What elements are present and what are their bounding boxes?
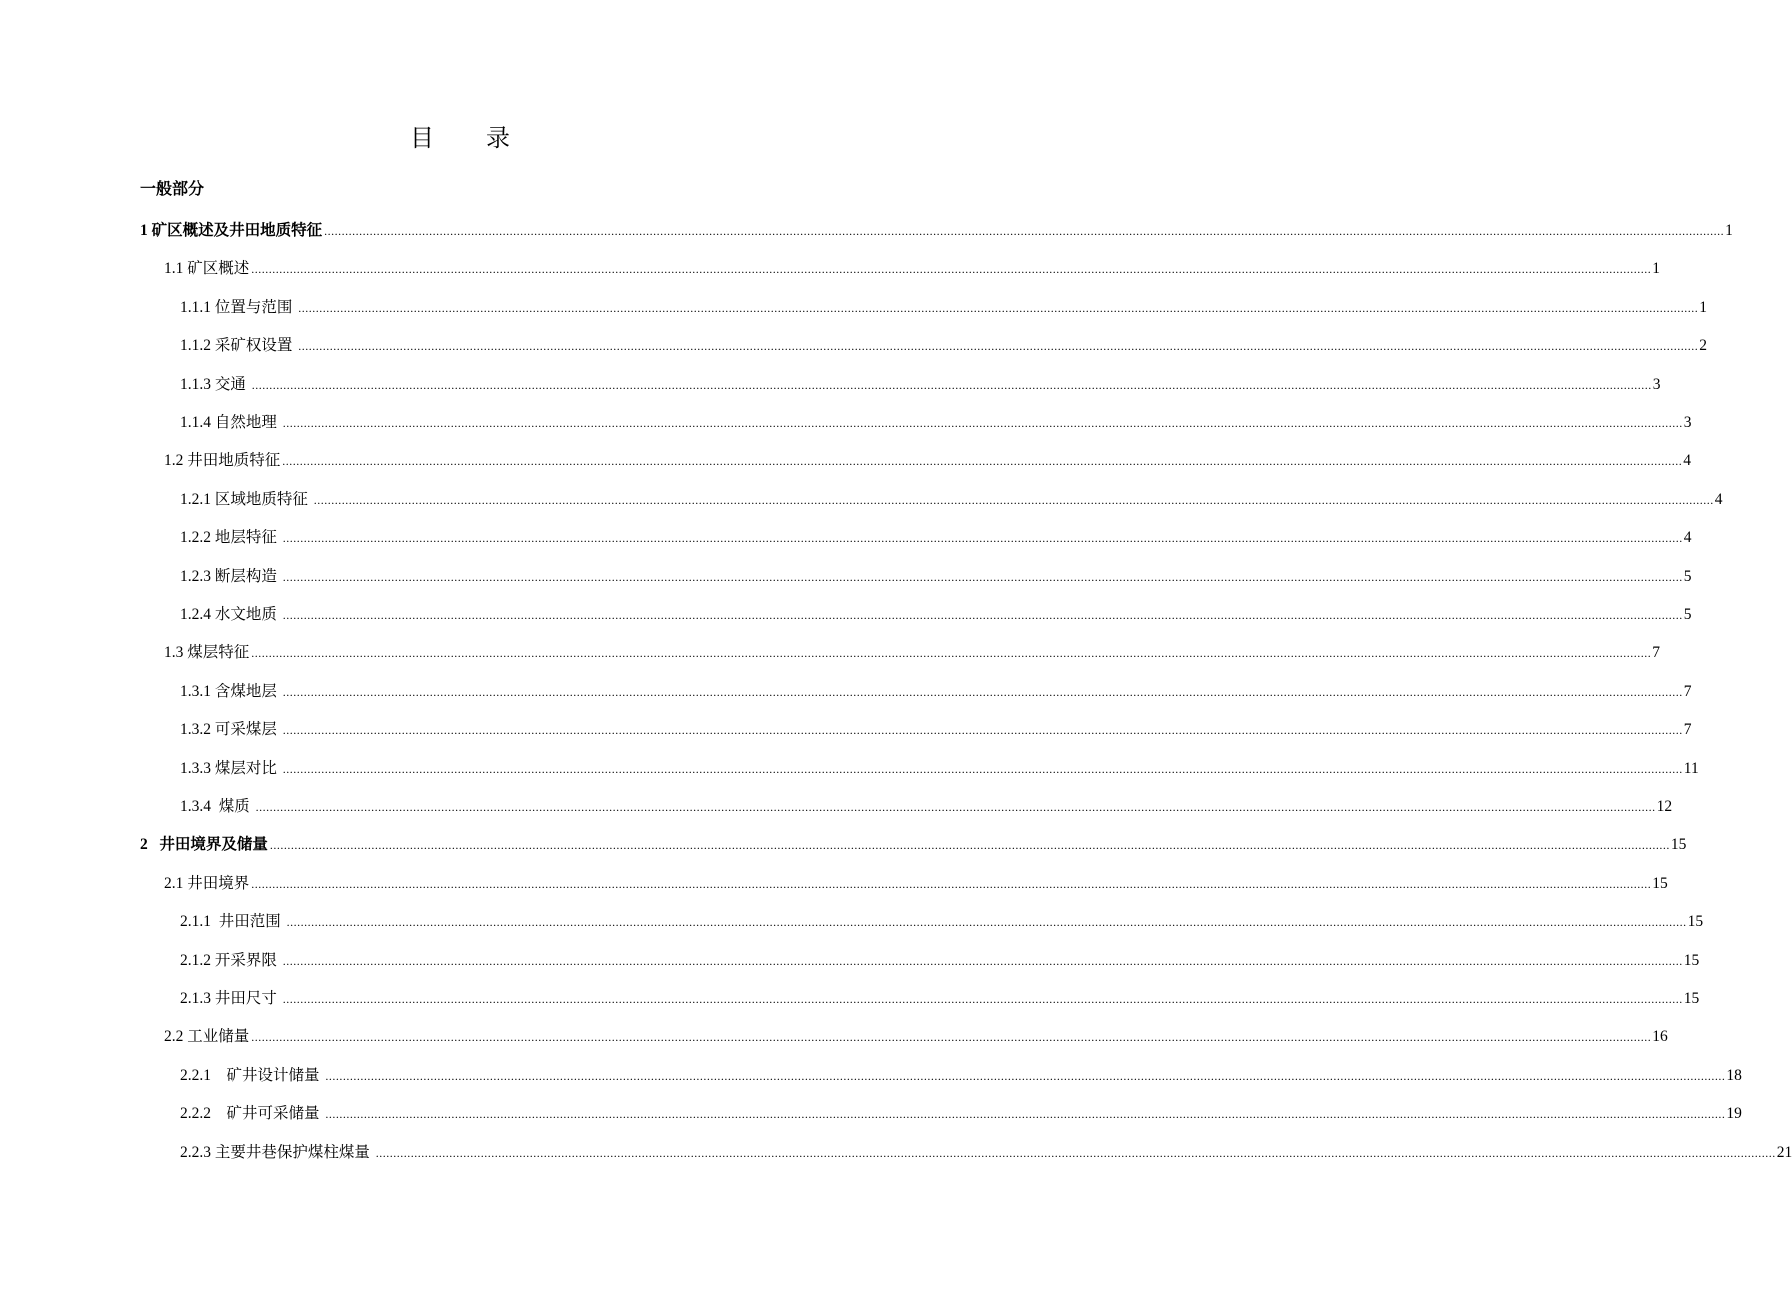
toc-entry[interactable] (180, 549, 1692, 587)
toc-entry[interactable] (180, 280, 1708, 318)
toc-dot-leader: ................................................................................................................................................................................................................................................................................................................................................................................................................ (282, 569, 1683, 584)
toc-entry-label: 1.3.1 含煤地层 (180, 682, 281, 700)
toc-dot-leader: ................................................................................................................................................................................................................................................................................................................................................................................................................ (282, 953, 1683, 968)
toc-dot-leader: ................................................................................................................................................................................................................................................................................................................................................................................................................ (255, 800, 1656, 814)
toc-entry[interactable] (180, 472, 1723, 510)
toc-entry[interactable] (180, 587, 1692, 625)
toc-entry-label: 1.1.2 采矿权设置 (180, 337, 297, 355)
toc-dot-leader: ................................................................................................................................................................................................................................................................................................................................................................................................................ (286, 915, 1687, 930)
toc-entry-page-number: 15 (1670, 836, 1687, 854)
toc-dot-leader: ................................................................................................................................................................................................................................................................................................................................................................................................................ (282, 992, 1683, 1006)
toc-entry[interactable] (180, 664, 1692, 702)
toc-entry-page-number: 4 (1683, 452, 1692, 470)
toc-entry-label: 2.1.3 井田尺寸 (180, 990, 281, 1007)
toc-entry[interactable] (180, 933, 1700, 971)
toc-entry[interactable] (180, 971, 1700, 1009)
toc-entry-label: 2.2.2 矿井可采储量 (180, 1105, 324, 1123)
toc-entry-label: 2 井田境界及储量 (140, 836, 268, 854)
toc-entry-page-number: 7 (1652, 644, 1661, 662)
toc-entry-label: 1.3.4 煤质 (180, 798, 254, 815)
toc-entry-page-number: 19 (1726, 1105, 1742, 1123)
toc-entry[interactable] (140, 817, 1687, 855)
toc-entry-label: 1.3.2 可采煤层 (180, 721, 281, 739)
toc-entry-page-number: 4 (1683, 529, 1692, 547)
toc-entry-page-number: 16 (1652, 1028, 1668, 1046)
toc-entry[interactable] (180, 395, 1692, 433)
toc-entry[interactable] (180, 510, 1692, 548)
toc-dot-leader: ................................................................................................................................................................................................................................................................................................................................................................................................................ (375, 1145, 1776, 1160)
toc-dot-leader: ................................................................................................................................................................................................................................................................................................................................................................................................................ (251, 377, 1652, 392)
toc-entry-label: 1.2.3 断层构造 (180, 567, 281, 585)
toc-entry[interactable] (164, 241, 1661, 279)
toc-entry-label: 2.1 井田境界 (164, 874, 250, 892)
toc-dot-leader: ................................................................................................................................................................................................................................................................................................................................................................................................................ (251, 1030, 1652, 1045)
toc-entry-page-number: 1 (1652, 260, 1661, 278)
toc-dot-leader: ................................................................................................................................................................................................................................................................................................................................................................................................................ (282, 416, 1683, 430)
toc-entry[interactable] (140, 203, 1733, 241)
toc-entry-page-number: 3 (1652, 375, 1661, 393)
toc-entry-label: 1.2.1 区域地质特征 (180, 490, 312, 508)
toc-entry-page-number: 18 (1726, 1066, 1742, 1084)
toc-entry-page-number: 11 (1683, 759, 1699, 777)
toc-entry-page-number: 5 (1683, 606, 1692, 623)
toc-entry-label: 2.1.2 开采界限 (180, 951, 281, 969)
toc-entry[interactable] (180, 1048, 1742, 1086)
toc-dot-leader: ................................................................................................................................................................................................................................................................................................................................................................................................................ (298, 300, 1699, 315)
toc-entry-page-number: 4 (1714, 490, 1723, 508)
page-title (0, 118, 920, 153)
toc-entry[interactable] (164, 856, 1668, 894)
toc-entry[interactable] (180, 1086, 1742, 1124)
toc-dot-leader: ................................................................................................................................................................................................................................................................................................................................................................................................................ (251, 262, 1652, 277)
toc-entry-page-number: 1 (1699, 298, 1708, 316)
toc-entry-page-number: 1 (1725, 222, 1733, 239)
title-char-2: 录 (486, 126, 510, 152)
toc-entry[interactable] (180, 1125, 1792, 1163)
toc-entry-label: 1.2.4 水文地质 (180, 606, 281, 623)
toc-entry[interactable] (164, 1009, 1668, 1047)
toc-entry-page-number: 12 (1656, 798, 1673, 815)
toc-entry-page-number: 15 (1683, 951, 1700, 969)
toc-entry-label: 1.1 矿区概述 (164, 260, 250, 278)
toc-entry[interactable] (180, 702, 1692, 740)
toc-dot-leader: ................................................................................................................................................................................................................................................................................................................................................................................................................ (251, 876, 1652, 891)
toc-entry-page-number: 3 (1683, 414, 1692, 431)
toc-entry-label: 1.1.1 位置与范围 (180, 298, 297, 316)
toc-entry-page-number: 15 (1683, 990, 1700, 1007)
toc-entry-page-number: 15 (1687, 913, 1704, 931)
toc-entry[interactable] (164, 433, 1692, 471)
toc-dot-leader: ................................................................................................................................................................................................................................................................................................................................................................................................................ (282, 531, 1683, 546)
toc-entry-label: 1.3 煤层特征 (164, 644, 250, 662)
toc-dot-leader: ................................................................................................................................................................................................................................................................................................................................................................................................................ (251, 646, 1652, 661)
toc-entry-label: 1.1.3 交通 (180, 375, 250, 393)
toc-entry-label: 1.2.2 地层特征 (180, 529, 281, 547)
toc-dot-leader: ................................................................................................................................................................................................................................................................................................................................................................................................................ (282, 608, 1683, 622)
toc-entry-label: 2.2.1 矿井设计储量 (180, 1066, 324, 1084)
toc-entry-label: 2.2.3 主要井巷保护煤柱煤量 (180, 1143, 374, 1161)
toc-dot-leader: ................................................................................................................................................................................................................................................................................................................................................................................................................ (324, 224, 1725, 238)
toc-entry-page-number: 5 (1683, 567, 1692, 585)
toc-entry-label: 1 矿区概述及井田地质特征 (140, 222, 323, 239)
toc-dot-leader: ................................................................................................................................................................................................................................................................................................................................................................................................................ (313, 492, 1714, 507)
toc-entry-label: 1.3.3 煤层对比 (180, 759, 281, 777)
toc-dot-leader: ................................................................................................................................................................................................................................................................................................................................................................................................................ (282, 454, 1683, 469)
toc-entry-page-number: 21 (1776, 1143, 1792, 1161)
toc-entry[interactable] (180, 357, 1661, 395)
toc-entry-label: 1.2 井田地质特征 (164, 452, 281, 470)
toc-dot-leader: ................................................................................................................................................................................................................................................................................................................................................................................................................ (282, 723, 1683, 738)
toc-entry[interactable] (180, 318, 1708, 356)
toc-entry[interactable] (180, 894, 1704, 932)
toc-entry-label: 2.2 工业储量 (164, 1028, 250, 1046)
toc-dot-leader: ................................................................................................................................................................................................................................................................................................................................................................................................................ (298, 339, 1699, 354)
toc-entry[interactable] (180, 779, 1673, 817)
toc-entry-label: 2.1.1 井田范围 (180, 913, 285, 931)
toc-entry-page-number: 15 (1652, 874, 1668, 892)
section-heading: 一般部分 (140, 181, 205, 198)
toc-dot-leader: ................................................................................................................................................................................................................................................................................................................................................................................................................ (282, 684, 1683, 699)
toc-entry[interactable] (180, 741, 1699, 779)
toc-dot-leader: ................................................................................................................................................................................................................................................................................................................................................................................................................ (325, 1068, 1726, 1083)
toc-entry-label: 1.1.4 自然地理 (180, 414, 281, 431)
toc-entry-page-number: 7 (1683, 682, 1692, 700)
toc-dot-leader: ................................................................................................................................................................................................................................................................................................................................................................................................................ (325, 1107, 1726, 1122)
toc-dot-leader: ................................................................................................................................................................................................................................................................................................................................................................................................................ (269, 838, 1670, 853)
toc-dot-leader: ................................................................................................................................................................................................................................................................................................................................................................................................................ (282, 761, 1683, 776)
toc-entry-page-number: 2 (1699, 337, 1708, 355)
toc-entry[interactable] (164, 625, 1661, 663)
title-char-1: 目 (410, 126, 434, 152)
toc-entry-page-number: 7 (1683, 721, 1692, 739)
